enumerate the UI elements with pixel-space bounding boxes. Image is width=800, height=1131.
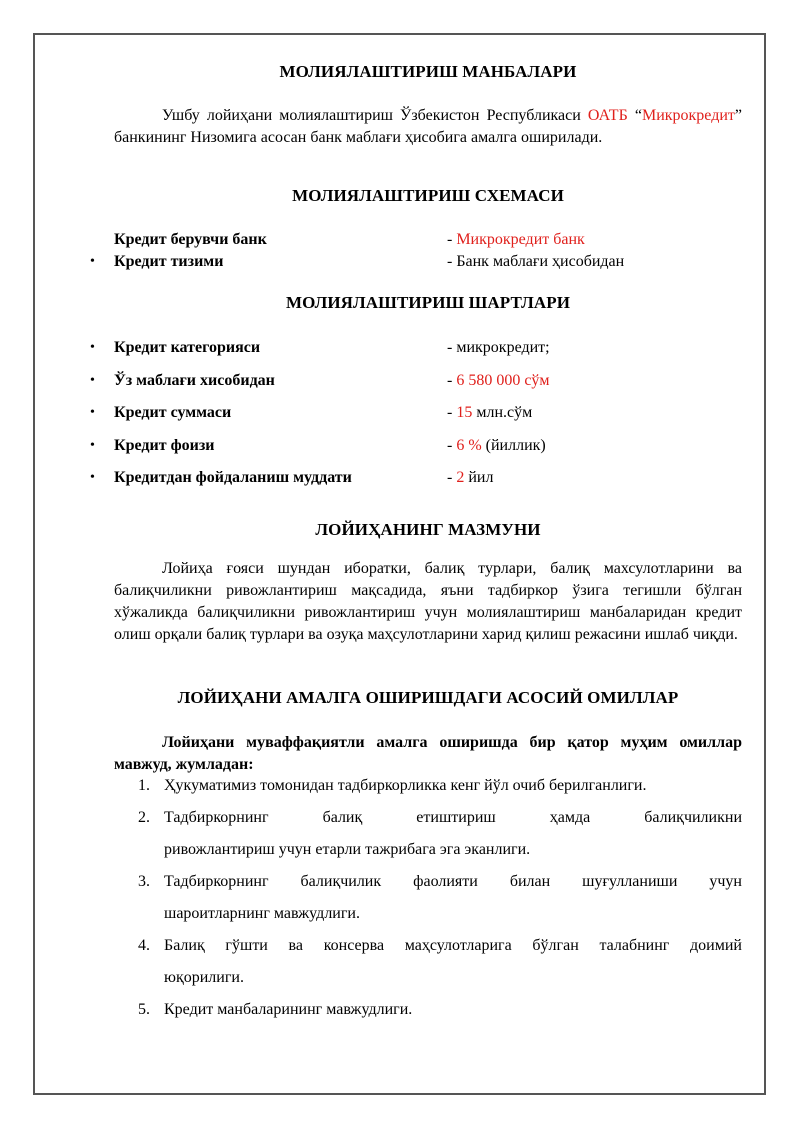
bullet: • <box>90 470 95 485</box>
terms-row <box>90 467 742 500</box>
item-text: Кредит манбаларининг мавжудлиги. <box>164 1001 413 1018</box>
item-text-cont: шароитларнинг мавжудлиги. <box>164 905 360 922</box>
row-value: - микрокредит; <box>447 339 550 356</box>
terms-row <box>90 435 742 468</box>
row-key: Кредит берувчи банк <box>114 231 267 248</box>
row-value: - Микрокредит банк <box>447 231 585 248</box>
list-item <box>138 770 742 802</box>
factors-list <box>138 770 742 1026</box>
sources-paragraph: Ушбу лойиҳани молиялаштириш Ўзбекистон Республикаси ОАТБ “Микрокредит” банкининг Низомига асосан банк маблағи ҳисобига амалга оширилади. <box>114 107 742 146</box>
row-key: Кредитдан фойдаланиш муддати <box>114 469 352 486</box>
item-number: 2. <box>138 809 150 826</box>
terms-row <box>90 337 742 370</box>
bullet: • <box>90 405 95 420</box>
item-number: 3. <box>138 873 150 890</box>
terms-title: МОЛИЯЛАШТИРИШ ШАРТЛАРИ <box>285 293 571 312</box>
scheme-title: МОЛИЯЛАШТИРИШ СХЕМАСИ <box>292 186 564 205</box>
bullet: • <box>90 437 95 453</box>
list-item <box>138 930 742 994</box>
row-value: - 6 580 000 сўм <box>447 371 550 389</box>
row-key: Кредит тизими <box>114 253 224 270</box>
row-key: Ўз маблағи хисобидан <box>114 371 275 389</box>
scheme-row <box>114 229 742 251</box>
factors-intro: Лойиҳани муваффақиятли амалга оширишда бир қатор муҳим омиллар мавжуд, жумладан: <box>114 734 742 773</box>
row-key: Кредит фоизи <box>114 436 215 454</box>
terms-row <box>90 402 742 435</box>
row-value: - 2 йил <box>447 469 494 486</box>
sources-title: МОЛИЯЛАШТИРИШ МАНБАЛАРИ <box>279 62 577 81</box>
row-value: - Банк маблағи ҳисобидан <box>447 253 625 270</box>
item-text: Тадбиркорнинг балиқ етиштириш ҳамда балиқчиликни <box>164 809 742 826</box>
item-text-cont: юқорилиги. <box>164 969 244 986</box>
factors-title: ЛОЙИҲАНИ АМАЛГА ОШИРИШДАГИ АСОСИЙ ОМИЛЛАР <box>177 688 679 707</box>
list-item <box>138 802 742 866</box>
row-key: Кредит суммаси <box>114 404 232 421</box>
item-text: Ҳукуматимиз томонидан тадбиркорликка кенг йўл очиб берилганлиги. <box>164 777 647 794</box>
list-item <box>138 994 742 1026</box>
list-item <box>138 866 742 930</box>
scheme-row <box>90 251 742 273</box>
scheme-list <box>90 229 742 273</box>
terms-list <box>90 337 742 500</box>
row-value: - 6 % (йиллик) <box>447 436 546 454</box>
project-content-paragraph: Лойиҳа ғояси шундан иборатки, балиқ турлари, балиқ махсулотларини ва балиқчиликни ривожлантириш мақсадида, яъни тадбиркор ўзига тегишли бўлган хўжаликда балиқчиликни ривожлантириш учун молиялаштириш манбаларидан кредит олиш орқали балиқ турлари ва озуқа маҳсулотларини харид қилиш режасини ишлаб чиқди. <box>114 560 742 643</box>
item-number: 5. <box>138 1001 150 1018</box>
bullet: • <box>90 372 95 388</box>
project-content-title: ЛОЙИҲАНИНГ МАЗМУНИ <box>315 520 541 539</box>
item-number: 4. <box>138 937 150 954</box>
item-text-cont: ривожлантириш учун етарли тажрибага эга эканлиги. <box>164 841 531 858</box>
row-key: Кредит категорияси <box>114 339 261 356</box>
bullet: • <box>90 254 95 269</box>
item-number: 1. <box>138 777 150 794</box>
row-value: - 15 млн.сўм <box>447 404 533 421</box>
item-text: Балиқ гўшти ва консерва маҳсулотларига бўлган талабнинг доимий <box>164 937 742 954</box>
item-text: Тадбиркорнинг балиқчилик фаолияти билан шуғулланиши учун <box>164 873 742 890</box>
bullet: • <box>90 340 95 355</box>
terms-row <box>90 370 742 403</box>
